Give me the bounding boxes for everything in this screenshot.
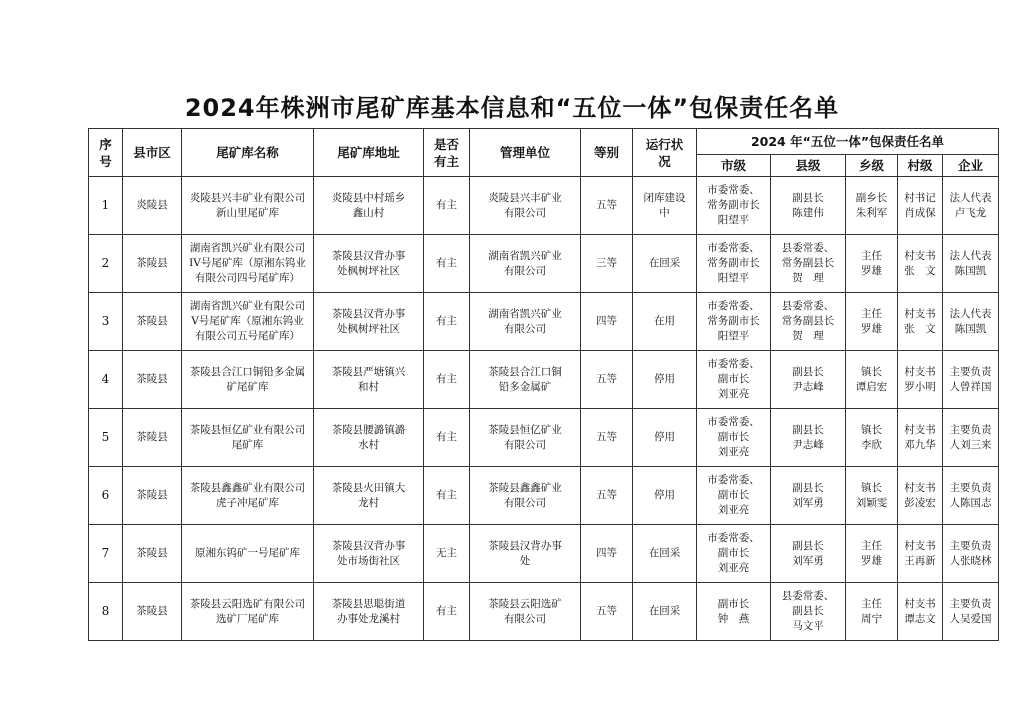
cell-status: 在回采 bbox=[633, 235, 697, 293]
cell-town: 副乡长 朱利军 bbox=[846, 177, 898, 235]
cell-grade: 五等 bbox=[581, 409, 633, 467]
header-county-level: 县级 bbox=[771, 155, 846, 177]
cell-county: 茶陵县 bbox=[123, 583, 182, 641]
cell-grade: 五等 bbox=[581, 583, 633, 641]
cell-owner: 有主 bbox=[424, 293, 470, 351]
header-city: 市级 bbox=[697, 155, 771, 177]
cell-status: 停用 bbox=[633, 409, 697, 467]
cell-village: 村支书 张 文 bbox=[898, 235, 943, 293]
document-title: 2024年株洲市尾矿库基本信息和“五位一体”包保责任名单 bbox=[184, 94, 840, 122]
cell-city: 市委常委、 副市长 刘亚亮 bbox=[697, 409, 771, 467]
cell-city: 副市长 钟 燕 bbox=[697, 583, 771, 641]
cell-countylevel: 副县长 刘军勇 bbox=[771, 467, 846, 525]
cell-address: 炎陵县中村瑶乡 鑫山村 bbox=[314, 177, 424, 235]
cell-status: 停用 bbox=[633, 467, 697, 525]
cell-enterprise: 法人代表 卢飞龙 bbox=[943, 177, 999, 235]
cell-village: 村支书 张 文 bbox=[898, 293, 943, 351]
header-address: 尾矿库地址 bbox=[314, 129, 424, 177]
header-town: 乡级 bbox=[846, 155, 898, 177]
cell-village: 村支书 王再新 bbox=[898, 525, 943, 583]
cell-name: 原湘东钨矿一号尾矿库 bbox=[182, 525, 314, 583]
cell-grade: 五等 bbox=[581, 177, 633, 235]
cell-enterprise: 法人代表 陈国凯 bbox=[943, 293, 999, 351]
cell-address: 茶陵县汉背办事 处枫树坪社区 bbox=[314, 235, 424, 293]
header-enterprise: 企业 bbox=[943, 155, 999, 177]
cell-enterprise: 主要负责 人张晓林 bbox=[943, 525, 999, 583]
cell-unit: 茶陵县恒亿矿业 有限公司 bbox=[470, 409, 581, 467]
cell-owner: 无主 bbox=[424, 525, 470, 583]
cell-countylevel: 副县长 刘军勇 bbox=[771, 525, 846, 583]
cell-village: 村支书 谭志文 bbox=[898, 583, 943, 641]
cell-seq: 3 bbox=[89, 293, 123, 351]
cell-address: 茶陵县思聪街道 办事处龙溪村 bbox=[314, 583, 424, 641]
cell-countylevel: 县委常委、 副县长 马文平 bbox=[771, 583, 846, 641]
header-status: 运行状 况 bbox=[633, 129, 697, 177]
cell-name: 炎陵县兴丰矿业有限公司 新山里尾矿库 bbox=[182, 177, 314, 235]
header-county: 县市区 bbox=[123, 129, 182, 177]
header-unit: 管理单位 bbox=[470, 129, 581, 177]
cell-city: 市委常委、 常务副市长 阳望平 bbox=[697, 293, 771, 351]
cell-address: 茶陵县汉背办事 处枫树坪社区 bbox=[314, 293, 424, 351]
cell-status: 停用 bbox=[633, 351, 697, 409]
cell-town: 镇长 李欣 bbox=[846, 409, 898, 467]
cell-seq: 7 bbox=[89, 525, 123, 583]
table-row bbox=[89, 351, 999, 409]
cell-unit: 炎陵县兴丰矿业 有限公司 bbox=[470, 177, 581, 235]
cell-county: 炎陵县 bbox=[123, 177, 182, 235]
cell-seq: 8 bbox=[89, 583, 123, 641]
cell-grade: 四等 bbox=[581, 293, 633, 351]
responsibility-table bbox=[88, 128, 999, 641]
cell-status: 在用 bbox=[633, 293, 697, 351]
cell-county: 茶陵县 bbox=[123, 409, 182, 467]
cell-county: 茶陵县 bbox=[123, 525, 182, 583]
cell-countylevel: 县委常委、 常务副县长 贺 理 bbox=[771, 293, 846, 351]
cell-enterprise: 主要负责 人曾祥国 bbox=[943, 351, 999, 409]
cell-county: 茶陵县 bbox=[123, 235, 182, 293]
table-row bbox=[89, 177, 999, 235]
cell-owner: 有主 bbox=[424, 351, 470, 409]
cell-county: 茶陵县 bbox=[123, 467, 182, 525]
cell-owner: 有主 bbox=[424, 467, 470, 525]
cell-county: 茶陵县 bbox=[123, 351, 182, 409]
cell-town: 主任 罗雄 bbox=[846, 235, 898, 293]
table-body bbox=[89, 177, 999, 641]
cell-enterprise: 法人代表 陈国凯 bbox=[943, 235, 999, 293]
header-name: 尾矿库名称 bbox=[182, 129, 314, 177]
cell-grade: 三等 bbox=[581, 235, 633, 293]
cell-seq: 4 bbox=[89, 351, 123, 409]
cell-county: 茶陵县 bbox=[123, 293, 182, 351]
cell-unit: 湖南省凯兴矿业 有限公司 bbox=[470, 293, 581, 351]
cell-owner: 有主 bbox=[424, 583, 470, 641]
cell-countylevel: 副县长 尹志峰 bbox=[771, 409, 846, 467]
cell-grade: 五等 bbox=[581, 351, 633, 409]
cell-seq: 6 bbox=[89, 467, 123, 525]
cell-name: 茶陵县鑫鑫矿业有限公司 虎子冲尾矿库 bbox=[182, 467, 314, 525]
cell-seq: 2 bbox=[89, 235, 123, 293]
cell-village: 村书记 肖成保 bbox=[898, 177, 943, 235]
cell-owner: 有主 bbox=[424, 409, 470, 467]
cell-address: 茶陵县腰潞镇潞 水村 bbox=[314, 409, 424, 467]
cell-city: 市委常委、 常务副市长 阳望平 bbox=[697, 177, 771, 235]
cell-town: 镇长 刘颖雯 bbox=[846, 467, 898, 525]
cell-name: 湖南省凯兴矿业有限公司 IV号尾矿库（原湘东钨业 有限公司四号尾矿库） bbox=[182, 235, 314, 293]
header-owner: 是否 有主 bbox=[424, 129, 470, 177]
table-row bbox=[89, 235, 999, 293]
cell-status: 闭库建设 中 bbox=[633, 177, 697, 235]
cell-enterprise: 主要负责 人刘三来 bbox=[943, 409, 999, 467]
cell-unit: 湖南省凯兴矿业 有限公司 bbox=[470, 235, 581, 293]
table-header bbox=[89, 129, 999, 177]
cell-city: 市委常委、 副市长 刘亚亮 bbox=[697, 467, 771, 525]
cell-unit: 茶陵县鑫鑫矿业 有限公司 bbox=[470, 467, 581, 525]
cell-enterprise: 主要负责 人吴爱国 bbox=[943, 583, 999, 641]
cell-address: 茶陵县汉背办事 处市场街社区 bbox=[314, 525, 424, 583]
cell-status: 在回采 bbox=[633, 583, 697, 641]
cell-unit: 茶陵县汉背办事 处 bbox=[470, 525, 581, 583]
cell-unit: 茶陵县合江口铜 铅多金属矿 bbox=[470, 351, 581, 409]
cell-village: 村支书 彭凌宏 bbox=[898, 467, 943, 525]
header-seq: 序 号 bbox=[89, 129, 123, 177]
cell-town: 主任 罗雄 bbox=[846, 293, 898, 351]
cell-status: 在回采 bbox=[633, 525, 697, 583]
table-row bbox=[89, 525, 999, 583]
cell-name: 湖南省凯兴矿业有限公司 V号尾矿库（原湘东钨业 有限公司五号尾矿库） bbox=[182, 293, 314, 351]
cell-countylevel: 副县长 尹志峰 bbox=[771, 351, 846, 409]
table-row bbox=[89, 467, 999, 525]
cell-grade: 四等 bbox=[581, 525, 633, 583]
cell-countylevel: 县委常委、 常务副县长 贺 理 bbox=[771, 235, 846, 293]
cell-address: 茶陵县火田镇大 龙村 bbox=[314, 467, 424, 525]
header-group: 2024 年“五位一体”包保责任名单 bbox=[697, 129, 999, 155]
cell-owner: 有主 bbox=[424, 177, 470, 235]
cell-seq: 5 bbox=[89, 409, 123, 467]
header-grade: 等别 bbox=[581, 129, 633, 177]
table-row bbox=[89, 293, 999, 351]
cell-unit: 茶陵县云阳选矿 有限公司 bbox=[470, 583, 581, 641]
cell-village: 村支书 罗小明 bbox=[898, 351, 943, 409]
cell-town: 主任 罗雄 bbox=[846, 525, 898, 583]
table-row bbox=[89, 583, 999, 641]
cell-town: 镇长 谭启宏 bbox=[846, 351, 898, 409]
cell-name: 茶陵县云阳选矿有限公司 选矿厂尾矿库 bbox=[182, 583, 314, 641]
cell-grade: 五等 bbox=[581, 467, 633, 525]
cell-address: 茶陵县严塘镇兴 和村 bbox=[314, 351, 424, 409]
cell-city: 市委常委、 副市长 刘亚亮 bbox=[697, 525, 771, 583]
cell-owner: 有主 bbox=[424, 235, 470, 293]
table-row bbox=[89, 409, 999, 467]
cell-village: 村支书 邓九华 bbox=[898, 409, 943, 467]
header-village: 村级 bbox=[898, 155, 943, 177]
cell-city: 市委常委、 副市长 刘亚亮 bbox=[697, 351, 771, 409]
cell-countylevel: 副县长 陈建伟 bbox=[771, 177, 846, 235]
cell-city: 市委常委、 常务副市长 阳望平 bbox=[697, 235, 771, 293]
cell-name: 茶陵县合江口铜铅多金属 矿尾矿库 bbox=[182, 351, 314, 409]
cell-enterprise: 主要负责 人陈国志 bbox=[943, 467, 999, 525]
cell-seq: 1 bbox=[89, 177, 123, 235]
cell-town: 主任 周宁 bbox=[846, 583, 898, 641]
cell-name: 茶陵县恒亿矿业有限公司 尾矿库 bbox=[182, 409, 314, 467]
